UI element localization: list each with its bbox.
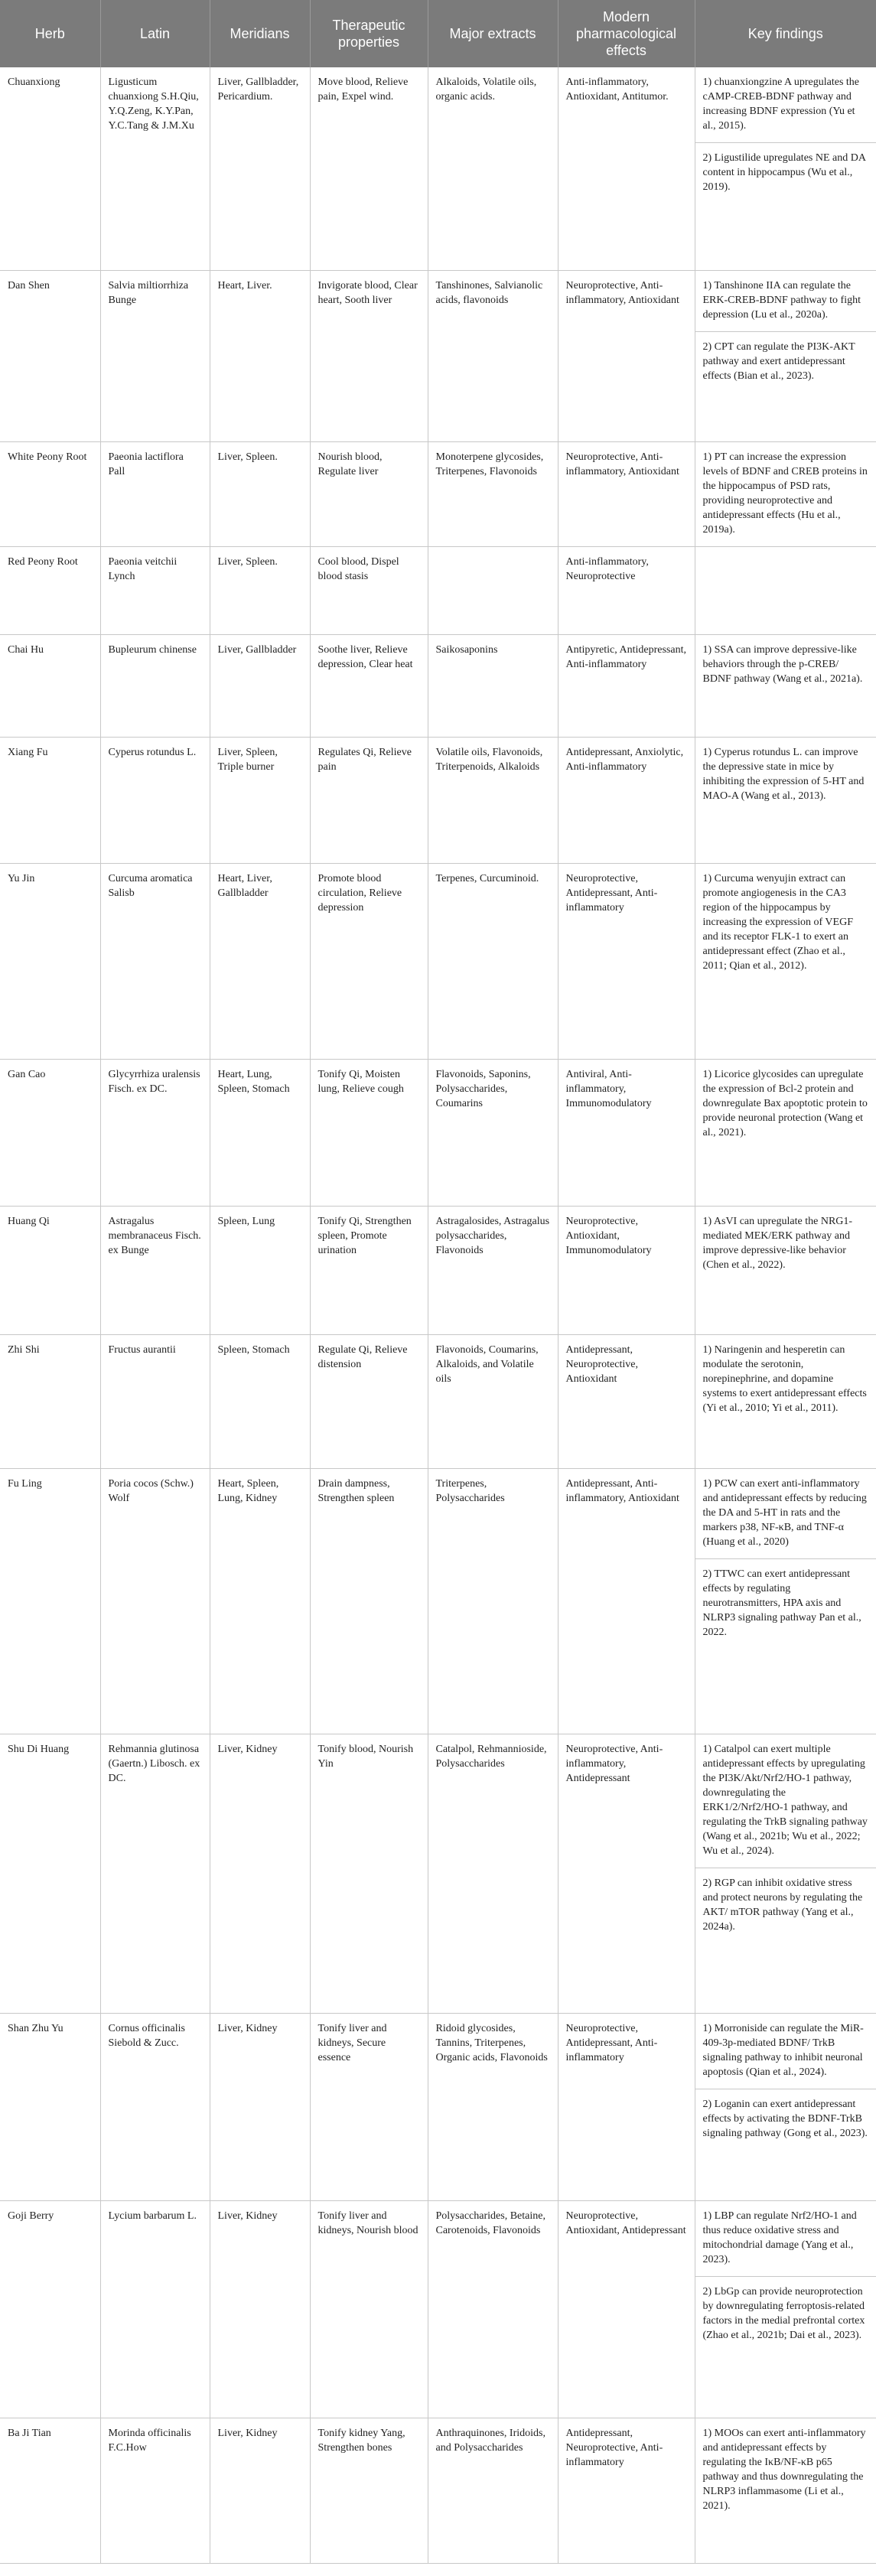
key-finding: 1) chuanxiongzine A upregulates the cAMP-CREB-BDNF pathway and increasing BDNF expression (Yu et al., 2015). [695, 67, 876, 143]
herb-cell: Xiang Fu [0, 737, 100, 863]
pharmacological-effects-cell: Antipyretic, Antidepressant, Anti-inflammatory [558, 634, 695, 737]
latin-cell: Glycyrrhiza uralensis Fisch. ex DC. [100, 1059, 210, 1206]
key-findings-cell [695, 546, 876, 634]
header-therapeutic-properties: Therapeutic properties [310, 0, 428, 67]
key-finding: 1) LBP can regulate Nrf2/HO-1 and thus reduce oxidative stress and mitochondrial damage (Yang et al., 2023). [695, 2201, 876, 2277]
key-finding: 2) RGP can inhibit oxidative stress and protect neurons by regulating the AKT/ mTOR pathway (Yang et al., 2024a). [702, 1877, 863, 1933]
latin-cell: Curcuma aromatica Salisb [100, 863, 210, 1059]
meridians-cell: Liver, Spleen, Triple burner [210, 737, 310, 863]
herb-cell: Chuanxiong [0, 67, 100, 270]
major-extracts-cell: Ridoid glycosides, Tannins, Triterpenes, Organic acids, Flavonoids [428, 2013, 558, 2200]
pharmacological-effects-cell: Antidepressant, Anxiolytic, Anti-inflammatory [558, 737, 695, 863]
therapeutic-properties-cell: Nourish blood, Regulate liver [310, 441, 428, 546]
key-findings-cell [695, 737, 876, 863]
major-extracts-cell: Flavonoids, Coumarins, Alkaloids, and Volatile oils [428, 1334, 558, 1468]
herb-cell: Huang Qi [0, 1206, 100, 1334]
key-findings-cell [695, 1334, 876, 1468]
header-row [0, 0, 876, 67]
table-row [0, 1734, 876, 2013]
key-findings-cell [695, 1206, 876, 1334]
header-major-extracts: Major extracts [428, 0, 558, 67]
table-row [0, 1059, 876, 1206]
key-finding: 1) AsVI can upregulate the NRG1-mediated MEK/ERK pathway and improve depressive-like behavior (Chen et al., 2022). [702, 1215, 853, 1271]
latin-cell: Fructus aurantii [100, 1334, 210, 1468]
key-finding: 1) Morroniside can regulate the MiR-409-3p-mediated BDNF/ TrkB signaling pathway to inhibit neuronal apoptosis (Qian et al., 2024). [695, 2014, 876, 2089]
meridians-cell: Heart, Spleen, Lung, Kidney [210, 1468, 310, 1734]
latin-cell: Paeonia veitchii Lynch [100, 546, 210, 634]
key-findings-cell [695, 1059, 876, 1206]
key-finding: 2) Loganin can exert antidepressant effects by activating the BDNF-TrkB signaling pathway (Gong et al., 2023). [702, 2098, 868, 2139]
key-findings-cell [695, 863, 876, 1059]
meridians-cell: Liver, Gallbladder [210, 634, 310, 737]
major-extracts-cell: Monoterpene glycosides, Triterpenes, Flavonoids [428, 441, 558, 546]
pharmacological-effects-cell: Neuroprotective, Antidepressant, Anti-inflammatory [558, 863, 695, 1059]
key-finding: 1) PCW can exert anti-inflammatory and antidepressant effects by reducing the DA and 5-HT in rats and the markers p38, NF-κB, and TNF-α (Huang et al., 2020) [695, 1469, 876, 1559]
header-meridians: Meridians [210, 0, 310, 67]
meridians-cell: Liver, Spleen. [210, 546, 310, 634]
therapeutic-properties-cell: Tonify kidney Yang, Strengthen bones [310, 2418, 428, 2563]
meridians-cell: Liver, Spleen. [210, 441, 310, 546]
pharmacological-effects-cell: Antiviral, Anti-inflammatory, Immunomodulatory [558, 1059, 695, 1206]
therapeutic-properties-cell: Soothe liver, Relieve depression, Clear heat [310, 634, 428, 737]
meridians-cell: Spleen, Stomach [210, 1334, 310, 1468]
table-row [0, 546, 876, 634]
herb-cell: Dan Shen [0, 270, 100, 441]
table-row [0, 737, 876, 863]
herb-cell: Goji Berry [0, 2200, 100, 2418]
key-findings-cell [695, 2418, 876, 2563]
key-finding: 1) Curcuma wenyujin extract can promote angiogenesis in the CA3 region of the hippocampus by increasing the expression of VEGF and its receptor FLK-1 to exert an antidepressant effect (Zhao et al., 2011; Qian et al., 2012). [702, 872, 853, 972]
pharmacological-effects-cell: Antidepressant, Neuroprotective, Antioxidant [558, 1334, 695, 1468]
major-extracts-cell: Polysaccharides, Betaine, Carotenoids, Flavonoids [428, 2200, 558, 2418]
latin-cell: Ligusticum chuanxiong S.H.Qiu, Y.Q.Zeng, K.Y.Pan, Y.C.Tang & J.M.Xu [100, 67, 210, 270]
major-extracts-cell: Triterpenes, Polysaccharides [428, 1468, 558, 1734]
table-row [0, 270, 876, 441]
herb-cell: Chai Hu [0, 634, 100, 737]
herb-cell: Ba Ji Tian [0, 2418, 100, 2563]
pharmacological-effects-cell: Neuroprotective, Anti-inflammatory, Antidepressant [558, 1734, 695, 2013]
herb-cell: Zhi Shi [0, 1334, 100, 1468]
therapeutic-properties-cell: Tonify blood, Nourish Yin [310, 1734, 428, 2013]
key-finding: 2) LbGp can provide neuroprotection by downregulating ferroptosis-related factors in the medial prefrontal cortex (Zhao et al., 2021b; Dai et al., 2023). [702, 2285, 865, 2341]
major-extracts-cell: Anthraquinones, Iridoids, and Polysaccharides [428, 2418, 558, 2563]
pharmacological-effects-cell: Neuroprotective, Anti-inflammatory, Antioxidant [558, 270, 695, 441]
key-findings-cell [695, 1734, 876, 2013]
meridians-cell: Heart, Liver, Gallbladder [210, 863, 310, 1059]
key-finding: 1) Licorice glycosides can upregulate the expression of Bcl-2 protein and downregulate Bax apoptotic protein to provide neuronal protection (Wang et al., 2021). [702, 1068, 868, 1138]
therapeutic-properties-cell: Tonify Qi, Moisten lung, Relieve cough [310, 1059, 428, 1206]
pharmacological-effects-cell: Neuroprotective, Antidepressant, Anti-inflammatory [558, 2013, 695, 2200]
latin-cell: Cyperus rotundus L. [100, 737, 210, 863]
key-findings-cell [695, 270, 876, 441]
table-row [0, 67, 876, 270]
header-key-findings: Key findings [695, 0, 876, 67]
table-row [0, 634, 876, 737]
latin-cell: Cornus officinalis Siebold & Zucc. [100, 2013, 210, 2200]
latin-cell: Poria cocos (Schw.) Wolf [100, 1468, 210, 1734]
header-herb: Herb [0, 0, 100, 67]
herb-cell: Red Peony Root [0, 546, 100, 634]
meridians-cell: Liver, Kidney [210, 2418, 310, 2563]
pharmacological-effects-cell: Neuroprotective, Antioxidant, Antidepressant [558, 2200, 695, 2418]
therapeutic-properties-cell: Tonify liver and kidneys, Nourish blood [310, 2200, 428, 2418]
key-finding: 1) Cyperus rotundus L. can improve the depressive state in mice by inhibiting the expression of 5-HT and MAO-A (Wang et al., 2013). [702, 746, 865, 802]
key-finding: 1) Catalpol can exert multiple antidepressant effects by upregulating the PI3K/Akt/Nrf2/HO-1 pathway, downregulating the ERK1/2/Nrf2/HO-1 pathway, and regulating the TrkB signaling pathway (Wang et al., 2021b; Wu et al., 2022; Wu et al., 2024). [695, 1734, 876, 1868]
table-row [0, 1206, 876, 1334]
herb-cell: Shan Zhu Yu [0, 2013, 100, 2200]
key-findings-cell [695, 1468, 876, 1734]
major-extracts-cell: Alkaloids, Volatile oils, organic acids. [428, 67, 558, 270]
meridians-cell: Liver, Kidney [210, 2013, 310, 2200]
table-row [0, 863, 876, 1059]
header-pharmacological-effects: Modern pharmacological effects [558, 0, 695, 67]
meridians-cell: Heart, Lung, Spleen, Stomach [210, 1059, 310, 1206]
therapeutic-properties-cell: Tonify liver and kidneys, Secure essence [310, 2013, 428, 2200]
therapeutic-properties-cell: Promote blood circulation, Relieve depression [310, 863, 428, 1059]
key-finding: 1) MOOs can exert anti-inflammatory and antidepressant effects by regulating the IκB/NF-κB p65 pathway and thus downregulating the NLRP3 inflammasome (Li et al., 2021). [702, 2427, 866, 2512]
meridians-cell: Liver, Gallbladder, Pericardium. [210, 67, 310, 270]
major-extracts-cell: Volatile oils, Flavonoids, Triterpenoids, Alkaloids [428, 737, 558, 863]
key-finding: 2) CPT can regulate the PI3K-AKT pathway and exert antidepressant effects (Bian et al., 2023). [702, 340, 855, 382]
therapeutic-properties-cell: Regulate Qi, Relieve distension [310, 1334, 428, 1468]
therapeutic-properties-cell: Regulates Qi, Relieve pain [310, 737, 428, 863]
key-finding: 1) SSA can improve depressive-like behaviors through the p-CREB/ BDNF pathway (Wang et al., 2021a). [702, 643, 863, 685]
table-row [0, 2418, 876, 2563]
major-extracts-cell: Saikosaponins [428, 634, 558, 737]
major-extracts-cell [428, 546, 558, 634]
key-finding: 1) Tanshinone IIA can regulate the ERK-CREB-BDNF pathway to fight depression (Lu et al., 2020a). [695, 271, 876, 332]
therapeutic-properties-cell: Invigorate blood, Clear heart, Sooth liver [310, 270, 428, 441]
latin-cell: Rehmannia glutinosa (Gaertn.) Libosch. ex DC. [100, 1734, 210, 2013]
table-body [0, 67, 876, 2563]
table-row [0, 441, 876, 546]
latin-cell: Salvia miltiorrhiza Bunge [100, 270, 210, 441]
meridians-cell: Spleen, Lung [210, 1206, 310, 1334]
key-findings-cell [695, 634, 876, 737]
major-extracts-cell: Terpenes, Curcuminoid. [428, 863, 558, 1059]
pharmacological-effects-cell: Anti-inflammatory, Neuroprotective [558, 546, 695, 634]
herb-cell: White Peony Root [0, 441, 100, 546]
latin-cell: Bupleurum chinense [100, 634, 210, 737]
table-row [0, 1468, 876, 1734]
latin-cell: Morinda officinalis F.C.How [100, 2418, 210, 2563]
table-row [0, 1334, 876, 1468]
key-findings-cell [695, 2200, 876, 2418]
major-extracts-cell: Tanshinones, Salvianolic acids, flavonoids [428, 270, 558, 441]
pharmacological-effects-cell: Antidepressant, Anti-inflammatory, Antioxidant [558, 1468, 695, 1734]
therapeutic-properties-cell: Tonify Qi, Strengthen spleen, Promote urination [310, 1206, 428, 1334]
therapeutic-properties-cell: Cool blood, Dispel blood stasis [310, 546, 428, 634]
key-finding: 1) PT can increase the expression levels of BDNF and CREB proteins in the hippocampus of PSD rats, providing neuroprotective and antidepressant effects (Hu et al., 2019a). [702, 451, 868, 536]
therapeutic-properties-cell: Move blood, Relieve pain, Expel wind. [310, 67, 428, 270]
table-row [0, 2200, 876, 2418]
major-extracts-cell: Flavonoids, Saponins, Polysaccharides, Coumarins [428, 1059, 558, 1206]
herb-cell: Fu Ling [0, 1468, 100, 1734]
key-finding: 2) TTWC can exert antidepressant effects by regulating neurotransmitters, HPA axis and NLRP3 signaling pathway Pan et al., 2022. [702, 1568, 861, 1638]
pharmacological-effects-cell: Neuroprotective, Antioxidant, Immunomodulatory [558, 1206, 695, 1334]
meridians-cell: Liver, Kidney [210, 2200, 310, 2418]
key-findings-cell [695, 441, 876, 546]
pharmacological-effects-cell: Anti-inflammatory, Antioxidant, Antitumor. [558, 67, 695, 270]
pharmacological-effects-cell: Antidepressant, Neuroprotective, Anti-inflammatory [558, 2418, 695, 2563]
table-header [0, 0, 876, 67]
header-latin: Latin [100, 0, 210, 67]
meridians-cell: Heart, Liver. [210, 270, 310, 441]
latin-cell: Lycium barbarum L. [100, 2200, 210, 2418]
major-extracts-cell: Catalpol, Rehmannioside, Polysaccharides [428, 1734, 558, 2013]
herb-cell: Gan Cao [0, 1059, 100, 1206]
key-finding: 2) Ligustilide upregulates NE and DA content in hippocampus (Wu et al., 2019). [702, 152, 866, 193]
key-findings-cell [695, 2013, 876, 2200]
pharmacological-effects-cell: Neuroprotective, Anti-inflammatory, Antioxidant [558, 441, 695, 546]
major-extracts-cell: Astragalosides, Astragalus polysaccharides, Flavonoids [428, 1206, 558, 1334]
key-findings-cell [695, 67, 876, 270]
meridians-cell: Liver, Kidney [210, 1734, 310, 2013]
therapeutic-properties-cell: Drain dampness, Strengthen spleen [310, 1468, 428, 1734]
table-row [0, 2013, 876, 2200]
herb-cell: Yu Jin [0, 863, 100, 1059]
herb-cell: Shu Di Huang [0, 1734, 100, 2013]
latin-cell: Astragalus membranaceus Fisch. ex Bunge [100, 1206, 210, 1334]
latin-cell: Paeonia lactiflora Pall [100, 441, 210, 546]
key-finding: 1) Naringenin and hesperetin can modulate the serotonin, norepinephrine, and dopamine systems to exert antidepressant effects (Yi et al., 2010; Yi et al., 2011). [702, 1343, 867, 1414]
